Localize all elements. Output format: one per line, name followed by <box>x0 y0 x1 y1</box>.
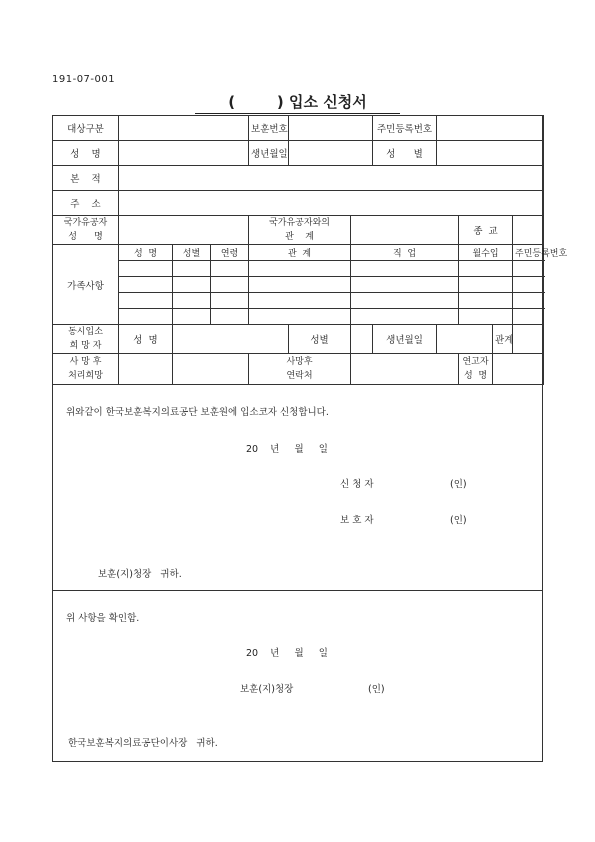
label-address: 주 소 <box>53 191 119 216</box>
label-domicile: 본 적 <box>53 166 119 191</box>
field-contact[interactable] <box>351 354 459 385</box>
row-domicile <box>53 166 544 191</box>
field-after-death-1[interactable] <box>119 354 173 385</box>
applicant-seal: (인) <box>450 479 467 490</box>
fam-cell[interactable] <box>459 277 513 293</box>
field-address[interactable] <box>119 191 544 216</box>
field-target-type[interactable] <box>119 116 249 141</box>
guardian-seal: (인) <box>450 515 467 526</box>
section-divider <box>52 590 543 591</box>
fam-cell[interactable] <box>513 261 544 277</box>
field-merit-relation[interactable] <box>351 216 459 245</box>
label-family: 가족사항 <box>53 245 119 325</box>
family-row-3 <box>53 293 544 309</box>
label-kin <box>459 354 493 385</box>
field-kin[interactable] <box>493 354 544 385</box>
fam-cell[interactable] <box>513 309 544 325</box>
confirmation-statement: 위 사항을 확인함. <box>66 613 140 624</box>
field-veteran-no[interactable] <box>289 116 373 141</box>
form-code: 191-07-001 <box>52 74 116 85</box>
fam-cell[interactable] <box>173 293 211 309</box>
col-fam-age: 연령 <box>211 245 249 261</box>
field-domicile[interactable] <box>119 166 544 191</box>
field-cohab-name[interactable] <box>173 325 289 354</box>
label-birth: 생년월일 <box>249 141 289 166</box>
label-relation-line2: 관 계 <box>285 232 314 242</box>
label-cohab-name: 성 명 <box>119 325 173 354</box>
application-date: 20 년 월 일 <box>246 444 328 455</box>
field-after-death-2[interactable] <box>173 354 249 385</box>
fam-cell[interactable] <box>351 277 459 293</box>
label-merit-name-line2: 성 명 <box>68 232 103 242</box>
fam-cell[interactable] <box>119 309 173 325</box>
fam-cell[interactable] <box>119 277 173 293</box>
fam-cell[interactable] <box>173 277 211 293</box>
label-contact-line2: 연락처 <box>286 371 313 381</box>
col-fam-job: 직 업 <box>351 245 459 261</box>
row-cohabitant <box>53 325 544 354</box>
label-kin-line1: 연고자 <box>462 357 489 367</box>
field-merit-name[interactable] <box>119 216 249 245</box>
label-contact <box>249 354 351 385</box>
family-row-1 <box>53 261 544 277</box>
row-address <box>53 191 544 216</box>
col-fam-relation: 관 계 <box>249 245 351 261</box>
guardian-label: 보 호 자 <box>340 515 374 526</box>
fam-cell[interactable] <box>351 309 459 325</box>
fam-cell[interactable] <box>459 261 513 277</box>
label-name: 성 명 <box>53 141 119 166</box>
fam-cell[interactable] <box>211 293 249 309</box>
label-cohabitant <box>53 325 119 354</box>
family-row-2 <box>53 277 544 293</box>
label-death-line1: 사 망 후 <box>69 357 102 367</box>
confirmation-addressee: 한국보훈복지의료공단이사장 귀하. <box>68 738 218 749</box>
label-gender: 성 별 <box>373 141 437 166</box>
applicant-table <box>52 115 568 385</box>
application-addressee: 보훈(지)청장 귀하. <box>98 569 182 580</box>
fam-cell[interactable] <box>351 293 459 309</box>
fam-cell[interactable] <box>459 309 513 325</box>
fam-cell[interactable] <box>249 261 351 277</box>
label-resident-no: 주민등록번호 <box>373 116 437 141</box>
applicant-label: 신 청 자 <box>340 479 374 490</box>
field-cohab-relation[interactable] <box>513 325 544 354</box>
label-cohab-line1: 동시입소 <box>68 327 103 337</box>
official-seal: (인) <box>368 684 385 695</box>
label-cohab-gender: 성별 <box>289 325 351 354</box>
fam-cell[interactable] <box>119 261 173 277</box>
fam-cell[interactable] <box>513 277 544 293</box>
row-basic-1 <box>53 116 544 141</box>
label-relation-line1: 국가유공자와의 <box>269 218 330 228</box>
label-cohab-relation: 관계 <box>493 325 513 354</box>
col-fam-resident: 주민등록번호 <box>513 245 544 261</box>
row-after-death <box>53 354 544 385</box>
field-cohab-birth[interactable] <box>437 325 493 354</box>
fam-cell[interactable] <box>211 277 249 293</box>
label-merit-name <box>53 216 119 245</box>
official-label: 보훈(지)청장 <box>240 684 294 695</box>
field-name[interactable] <box>119 141 249 166</box>
fam-cell[interactable] <box>211 261 249 277</box>
label-cohab-line2: 희 망 자 <box>69 341 102 351</box>
row-basic-2 <box>53 141 544 166</box>
label-religion: 종 교 <box>459 216 513 245</box>
fam-cell[interactable] <box>249 277 351 293</box>
fam-cell[interactable] <box>249 309 351 325</box>
col-fam-income: 월수입 <box>459 245 513 261</box>
label-contact-line1: 사망후 <box>286 357 313 367</box>
label-death-line2: 처리희망 <box>68 371 103 381</box>
fam-cell[interactable] <box>513 293 544 309</box>
fam-cell[interactable] <box>173 309 211 325</box>
fam-cell[interactable] <box>173 261 211 277</box>
row-family-header <box>53 245 544 261</box>
fam-cell[interactable] <box>119 293 173 309</box>
label-target-type: 대상구분 <box>53 116 119 141</box>
field-resident-no[interactable] <box>437 116 544 141</box>
field-cohab-gender[interactable] <box>351 325 373 354</box>
field-gender[interactable] <box>437 141 544 166</box>
label-veteran-no: 보훈번호 <box>249 116 289 141</box>
form-title: ( ) 입소 신청서 <box>195 91 400 114</box>
col-fam-name: 성 명 <box>119 245 173 261</box>
confirmation-date: 20 년 월 일 <box>246 648 328 659</box>
label-cohab-birth: 생년월일 <box>373 325 437 354</box>
field-birth[interactable] <box>289 141 373 166</box>
fam-cell[interactable] <box>211 309 249 325</box>
field-religion[interactable] <box>513 216 544 245</box>
label-kin-line2: 성 명 <box>463 371 488 381</box>
label-merit-relation <box>249 216 351 245</box>
fam-cell[interactable] <box>249 293 351 309</box>
row-merit <box>53 216 544 245</box>
application-statement: 위와같이 한국보훈복지의료공단 보훈원에 입소코자 신청합니다. <box>66 407 329 418</box>
fam-cell[interactable] <box>459 293 513 309</box>
family-row-4 <box>53 309 544 325</box>
col-fam-gender: 성별 <box>173 245 211 261</box>
fam-cell[interactable] <box>351 261 459 277</box>
label-after-death <box>53 354 119 385</box>
label-merit-name-line1: 국가유공자 <box>63 218 108 228</box>
